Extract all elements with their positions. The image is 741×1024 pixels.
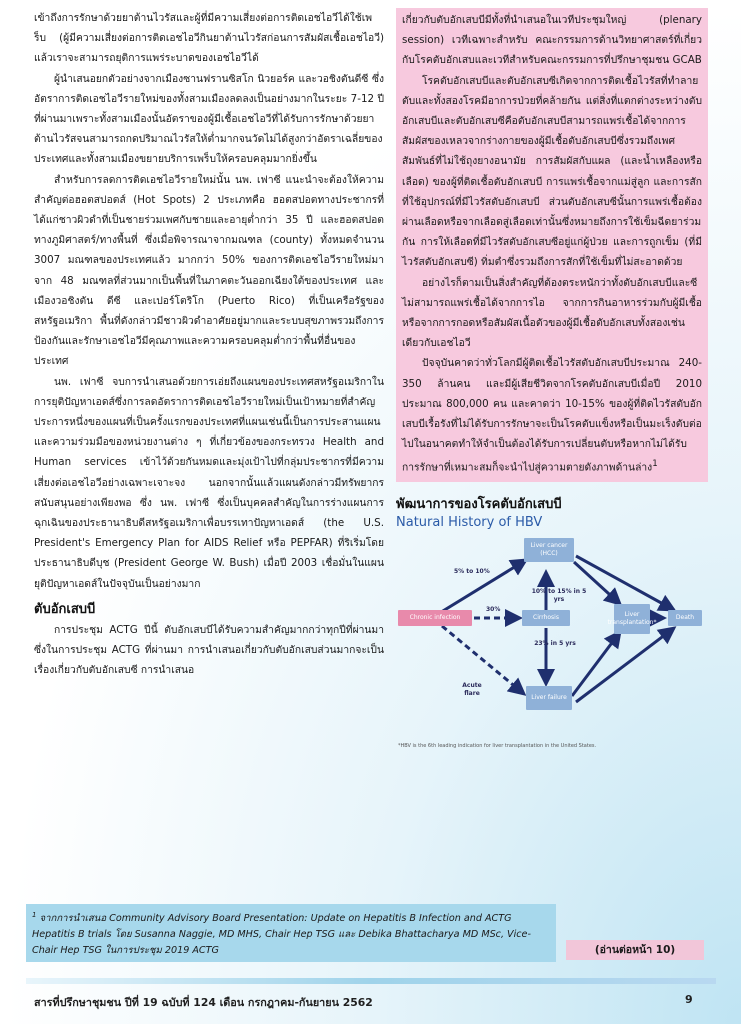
label-cirrhosis-to-cancer: 10% to 15% in 5 yrs	[531, 588, 587, 604]
node-chronic-infection: Chronic infection	[398, 610, 472, 626]
right-paragraph-1: เกี่ยวกับตับอักเสบบีมีทั้งที่นำเสนอในเวทีประชุมใหญ่ (plenary session) เวทีเฉพาะสำหรับ คณะกรรมการด้านวิทยาศาสตร์ที่เกี่ยวกับโรคตับอักเสบและเวทีสำหรับคณะกรรมการที่ปรึกษาชุมชน GCAB	[402, 14, 702, 67]
left-paragraph-4: นพ. เฟาซี จบการนำเสนอด้วยการเอ่ยถึงแผนของประเทศสหรัฐอเมริกาในการยุติปัญหาเอดส์ซึ่งการลดอัตราการติดเอชไอวีรายใหม่เป็นเป้าหมายที่สำคัญประการหนึ่งของแผนที่เป็นครั้งแรกของประเทศที่แผนเช่นนี้เป็นการประสานแผนและความร่วมมือของหน่วยงานต่าง ๆ ที่เกี่ยวข้องของกระทรวง Health and Human services เข้าไว้ด้วยกันหมดและมุ่งเป้าไปที่กลุ่มประชากรที่มีความเสี่ยงต่อเอชไอวีอย่างเฉพาะเจาะจง นอกจากนั้นแล้วแผนดังกล่าวมีทรัพยากรสนับสนุนอย่างเพียงพอ ซึ่ง นพ. เฟาซี ซึ่งเป็นบุคคลสำคัญในการร่างแผนการฉุกเฉินของประธานาธิบดีสหรัฐอเมริกาเพื่อบรรเทาปัญหาเอดส์ (the U.S. President's Emergency Plan for AIDS Relief หรือ PEPFAR) ที่ริเริ่มโดยประธานาธิบดีบุช (President George W. Bush) เมื่อปี 2003 เชื่อมั่นในแผนยุติปัญหาเอดส์ในปัจจุบันเป็นอย่างมาก	[34, 375, 384, 590]
section-heading-hepatitis-b: ตับอักเสบบี	[34, 601, 96, 617]
label-cirrhosis-to-failure: 23% in 5 yrs	[534, 640, 576, 648]
footnote-marker: 1	[32, 911, 37, 919]
footnote-box	[26, 904, 556, 962]
footnote-text: จากการนำเสนอ Community Advisory Board Presentation: Update on Hepatitis B Infection and ACTG Hepatitis B trials โดย Susanna Naggie, MD MHS, Chair Hep TSG และ Debika Bhattacharya MD MSc, Vice-Chair Hep TSG ในการประชุม 2019 ACTG	[32, 913, 531, 957]
left-section-paragraph: การประชุม ACTG ปีนี้ ตับอักเสบบีได้รับความสำคัญมากกว่าทุกปีที่ผ่านมา ซึ่งในการประชุม ACTG ที่ผ่านมา การนำเสนอเกี่ยวกับตับอักเสบส่วนมากจะเป็นเรื่องเกี่ยวกับตับอักเสบซี การนำเสนอ	[34, 623, 384, 677]
diagram-footnote: *HBV is the 6th leading indication for liver transplantation in the United States.	[398, 743, 597, 749]
node-liver-transplantation: Liver transplantation*	[614, 604, 650, 634]
right-paragraph-2: โรคตับอักเสบบีและตับอักเสบซีเกิดจากการติดเชื้อไวรัสที่ทำลายตับและทั้งสองโรคมีอาการป่วยที่คล้ายกัน แต่สิ่งที่แตกต่างระหว่างตับอักเสบบีและตับอักเสบซีคือตับอักเสบบีสามารถแพร่เชื้อได้จากการสัมผัสของเหลวจากร่างกายของผู้มีเชื้อตับอักเสบบีซึ่งรวมถึงเพศสัมพันธ์ที่ไม่ใช้ถุงยางอนามัย การสัมผัสกับแผล (และน้ำเหลืองหรือเลือด) ของผู้ที่ติดเชื้อตับอักเสบบี การแพร่เชื้อจากแม่สู่ลูก และการสักที่ใช้อุปกรณ์ที่มีไวรัสตับอักเสบบี ส่วนตับอักเสบซีนั้นการแพร่เชื้อต้องผ่านเลือดหรือจากเลือดสู่เลือดเท่านั้นซึ่งหมายถึงการใช้เข็มฉีดยาร่วมกัน การให้เลือดที่มีไวรัสตับอักเสบซีอยู่แก่ผู้ป่วย และการถูกเข็ม (ที่มีไวรัสตับอักเสบซี) ทิ่มตำซึ่งรวมถึงการสักที่ใช้เข็มที่ไม่สะอาดด้วย	[402, 74, 702, 269]
node-liver-failure: Liver failure	[526, 686, 572, 710]
arrow-failure-to-death	[576, 628, 674, 702]
label-acute-flare: Acute flare	[462, 682, 482, 698]
right-paragraph-3: อย่างไรก็ตามเป็นสิ่งสำคัญที่ต้องตระหนักว่าทั้งตับอักเสบบีและซีไม่สามารถแพร่เชื้อได้จากการไอ จากการกินอาหารร่วมกับผู้มีเชื้อ หรือจากการกอดหรือสัมผัสเนื้อตัวของผู้มีเชื้อตับอักเสบทั้งสองเช่นเดียวกับเอชไอวี	[402, 276, 702, 350]
left-paragraph-3: สำหรับการลดการติดเอชไอวีรายใหม่นั้น นพ. เฟาซี แนะนำจะต้องให้ความสำคัญต่อฮอตสปอตส์ (Hot Spots) 2 ประเภทคือ ฮอตสปอตทางประชากรที่ได้แก่ชาวผิวดำที่เป็นชายร่วมเพศกับชายและอายุต่ำกว่า 35 ปี และฮอตสปอตทางภูมิศาสตร์/ทางพื้นที่ ซึ่งเมื่อพิจารณาจากมณฑล (county) ทั้งหมดจำนวน 3007 มณฑลของประเทศแล้ว มากกว่า 50% ของการติดเอชไอวีรายใหม่มาจาก 48 มณฑลที่ส่วนมากเป็นพื้นที่ในภาคตะวันออกเฉียงใต้ของประเทศ และเมืองวอชิงตัน ดีซี และเปอร์โตริโก (Puerto Rico) ที่เป็นเครือรัฐของสหรัฐอเมริกา พื้นที่ดังกล่าวมีชาวผิวดำอาศัยอยู่มากและระบบสุขภาพรวมถึงการป้องกันและรักษาเอชไอวีมีคุณภาพและความครอบคลุมต่ำกว่าพื้นที่อื่นของประเทศ	[34, 173, 384, 368]
continued-on-page: (อ่านต่อหน้า 10)	[566, 940, 704, 960]
reference-superscript: 1	[652, 459, 658, 470]
label-mid-rate: 30%	[486, 606, 501, 614]
hbv-natural-history-diagram	[396, 536, 708, 748]
label-top-rate: 5% to 10%	[454, 568, 490, 576]
diagram-title-thai: พัฒนาการของโรคตับอักเสบบี	[396, 497, 562, 513]
diagram-title-english: Natural History of HBV	[396, 515, 543, 531]
left-column	[34, 8, 384, 681]
right-paragraph-4-text: ปัจจุบันคาดว่าทั่วโลกมีผู้ติดเชื้อไวรัสตับอักเสบบีประมาณ 240-350 ล้านคน และมีผู้เสียชีวิตจากโรคตับอักเสบบีเมื่อปี 2010 ประมาณ 800,000 คน และคาดว่า 10-15% ของผู้ที่ติดไวรัสตับอักเสบบีเรื้อรังที่ไม่ได้รับการรักษาจะเป็นโรคตับแข็งหรือเป็นมะเร็งตับต่อไปในอนาคตทำให้จำเป็นต้องได้รับการเปลี่ยนตับหรือหากไม่ได้รับการรักษาที่เหมาะสมก็จะนำไปสู่ความตายดังภาพด้านล่าง	[402, 357, 702, 474]
node-liver-cancer: Liver cancer (HCC)	[524, 538, 574, 562]
left-paragraph-2: ผู้นำเสนอยกตัวอย่างจากเมืองซานฟรานซิสโก นิวยอร์ค และวอชิงตันดีซี ซึ่งอัตราการติดเอชไอวีรายใหม่ของทั้งสามเมืองลดลงเป็นอย่างมากในระยะ 7-12 ปีที่ผ่านมาเพราะทั้งสามเมืองนั้นอัตราของผู้มีเชื้อเอชไอวีที่ได้รับการรักษาด้วยยาต้านไวรัสจนสามารถกดปริมาณไวรัสให้ต่ำมากจนวัดไม่ได้สูงกว่าอัตราเฉลี่ยของประเทศและทั้งสามเมืองขยายบริการเพร็บให้ครอบคลุมมากยิ่งขึ้น	[34, 72, 384, 166]
footer-bar	[26, 978, 716, 984]
right-paragraph-4	[402, 353, 702, 478]
right-column	[396, 8, 708, 748]
page-number: 9	[685, 993, 693, 1006]
highlight-box	[396, 8, 708, 482]
left-paragraph-1: เข้าถึงการรักษาด้วยยาต้านไวรัสและผู้ที่มีความเสี่ยงต่อการติดเอชไอวีได้ใช้เพร็บ (ผู้มีความเสี่ยงต่อการติดเอชไอวีกินยาต้านไวรัสก่อนการสัมผัสเชื้อเอชไอวี) แล้วเราจะสามารถยุติการแพร่ระบาดของเอชไอวีได้	[34, 12, 384, 65]
footer-publication-title: สารที่ปรึกษาชุมชน ปีที่ 19 ฉบับที่ 124 เดือน กรกฎาคม-กันยายน 2562	[34, 996, 373, 1009]
node-cirrhosis: Cirrhosis	[522, 610, 570, 626]
node-death: Death	[668, 610, 702, 626]
